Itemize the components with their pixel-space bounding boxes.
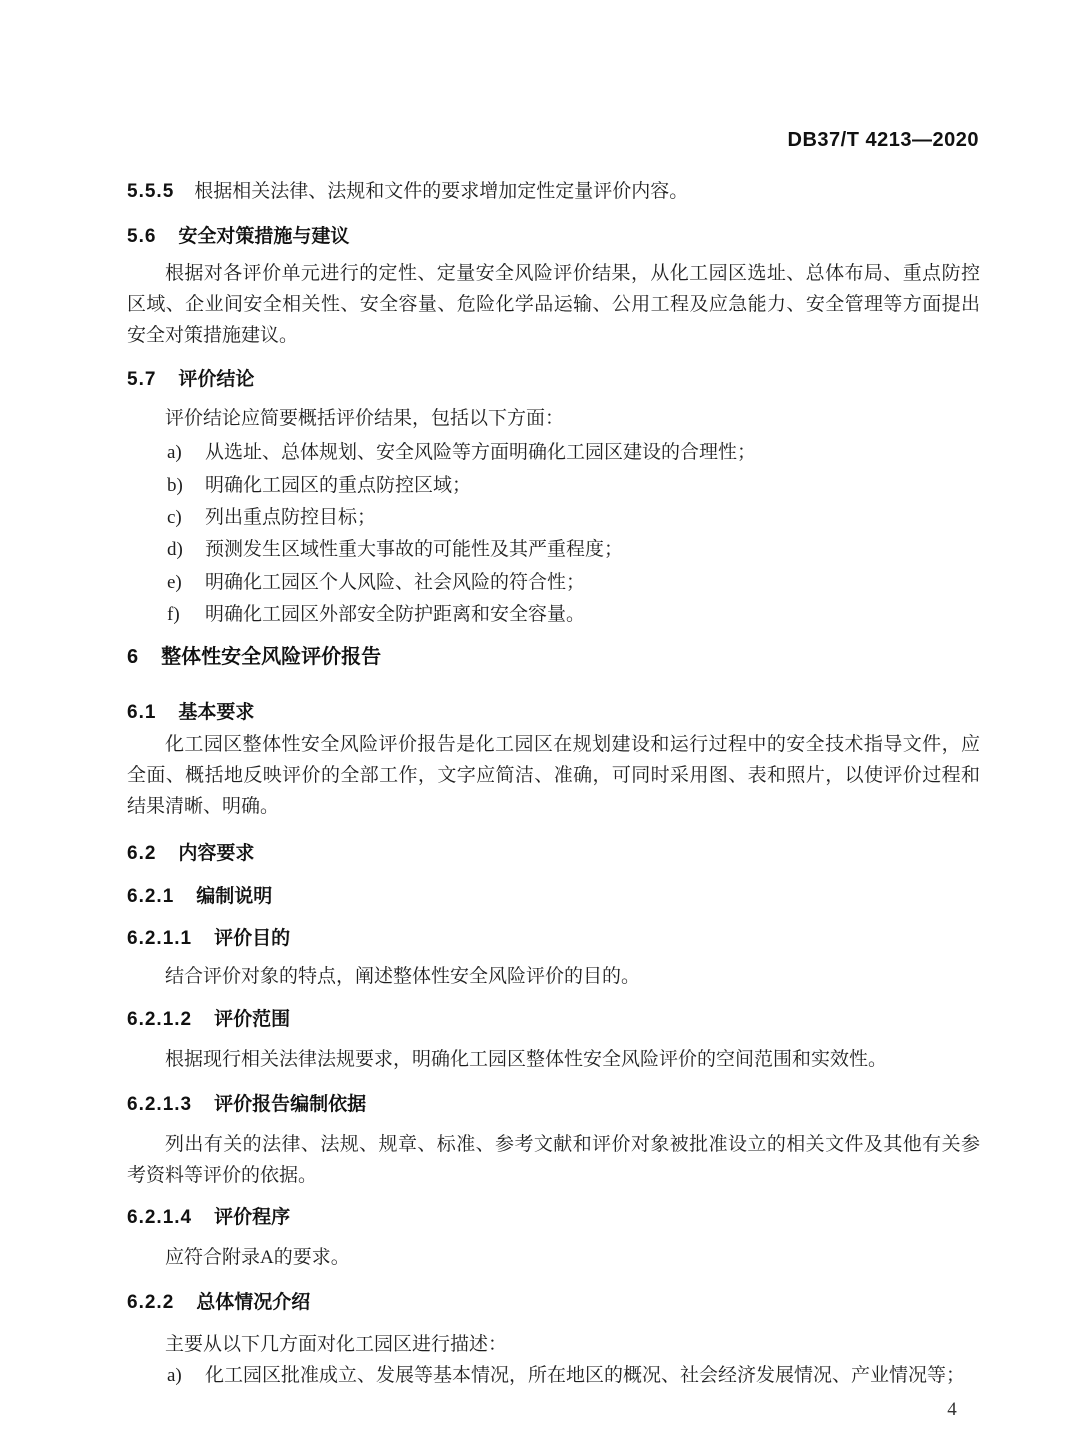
list-item-a [127, 437, 1020, 468]
heading-6-2-2 [127, 1287, 980, 1318]
list-text: 预测发生区域性重大事故的可能性及其严重程度； [205, 539, 624, 560]
heading-number: 6.2.1.4 [127, 1207, 193, 1228]
heading-number: 5.6 [127, 226, 157, 247]
heading-number: 5.7 [127, 369, 157, 390]
list-label: d) [167, 539, 183, 560]
heading-title: 评价结论 [178, 369, 255, 390]
heading-title: 评价目的 [214, 928, 291, 949]
heading-6-1 [127, 697, 980, 728]
heading-chapter-6 [127, 642, 980, 673]
paragraph-conclusion-intro: 评价结论应简要概括评价结果，包括以下方面： [165, 408, 565, 429]
heading-number: 6.1 [127, 702, 157, 723]
list-label: f) [167, 604, 180, 625]
heading-title: 总体情况介绍 [196, 1292, 311, 1313]
standard-number-header: DB37/T 4213—2020 [787, 129, 979, 151]
heading-5-7 [127, 364, 980, 395]
paragraph-eval-scope: 根据现行相关法律法规要求，明确化工园区整体性安全风险评价的空间范围和实效性。 [165, 1049, 888, 1070]
list-text: 明确化工园区外部安全防护距离和安全容量。 [205, 604, 586, 625]
list-label: a) [167, 442, 182, 463]
list-item-a-overview [127, 1360, 1020, 1391]
heading-title: 评价程序 [214, 1207, 291, 1228]
list-item-c [127, 502, 1020, 533]
list-text: 明确化工园区的重点防控区域； [205, 475, 472, 496]
list-label: e) [167, 572, 182, 593]
paragraph-overview-intro: 主要从以下几方面对化工园区进行描述： [165, 1334, 508, 1355]
heading-number: 6.2 [127, 843, 157, 864]
list-item-b [127, 470, 1020, 501]
list-label: c) [167, 507, 182, 528]
paragraph-eval-purpose: 结合评价对象的特点，阐述整体性安全风险评价的目的。 [165, 966, 641, 987]
heading-number: 6.2.1.1 [127, 928, 193, 949]
heading-number: 6.2.2 [127, 1292, 175, 1313]
heading-title: 编制说明 [196, 886, 273, 907]
heading-number: 6 [127, 646, 140, 668]
heading-6-2-1-3 [127, 1089, 980, 1120]
heading-title: 内容要求 [178, 843, 255, 864]
list-text: 从选址、总体规划、安全风险等方面明确化工园区建设的合理性； [205, 442, 757, 463]
heading-6-2-1-2 [127, 1004, 980, 1035]
list-label: b) [167, 475, 183, 496]
clause-text: 根据相关法律、法规和文件的要求增加定性定量评价内容。 [194, 181, 689, 202]
heading-6-2 [127, 838, 980, 869]
paragraph-safety-measures: 根据对各评价单元进行的定性、定量安全风险评价结果，从化工园区选址、总体布局、重点防控区域、企业间安全相关性、安全容量、危险化学品运输、公用工程及应急能力、安全管理等方面提出安全对策措施建议。 [127, 263, 980, 346]
paragraph-basic-requirements: 化工园区整体性安全风险评价报告是化工园区在规划建设和运行过程中的安全技术指导文件，应全面、概括地反映评价的全部工作，文字应简洁、准确，可同时采用图、表和照片，以使评价过程和结果清晰、明确。 [127, 734, 980, 817]
list-text: 明确化工园区个人风险、社会风险的符合性； [205, 572, 586, 593]
heading-title: 评价范围 [214, 1009, 291, 1030]
list-text: 列出重点防控目标； [205, 507, 377, 528]
page-number: 4 [947, 1399, 957, 1420]
heading-6-2-1-4 [127, 1202, 980, 1233]
clause-5-5-5 [127, 176, 980, 207]
heading-number: 6.2.1.3 [127, 1094, 193, 1115]
paragraph-eval-procedure: 应符合附录A的要求。 [165, 1247, 350, 1268]
heading-title: 基本要求 [178, 702, 255, 723]
heading-number: 6.2.1.2 [127, 1009, 193, 1030]
list-item-d [127, 534, 1020, 565]
paragraph-report-basis: 列出有关的法律、法规、规章、标准、参考文献和评价对象被批准设立的相关文件及其他有关参考资料等评价的依据。 [127, 1134, 980, 1186]
list-item-e [127, 567, 1020, 598]
list-text: 化工园区批准成立、发展等基本情况，所在地区的概况、社会经济发展情况、产业情况等； [205, 1365, 966, 1386]
heading-title: 安全对策措施与建议 [178, 226, 350, 247]
list-label: a) [167, 1365, 182, 1386]
clause-number: 5.5.5 [127, 181, 175, 202]
heading-6-2-1 [127, 881, 980, 912]
heading-5-6 [127, 221, 980, 252]
heading-title: 整体性安全风险评价报告 [161, 646, 382, 668]
list-item-f [127, 599, 1020, 630]
heading-6-2-1-1 [127, 923, 980, 954]
heading-number: 6.2.1 [127, 886, 175, 907]
heading-title: 评价报告编制依据 [214, 1094, 367, 1115]
